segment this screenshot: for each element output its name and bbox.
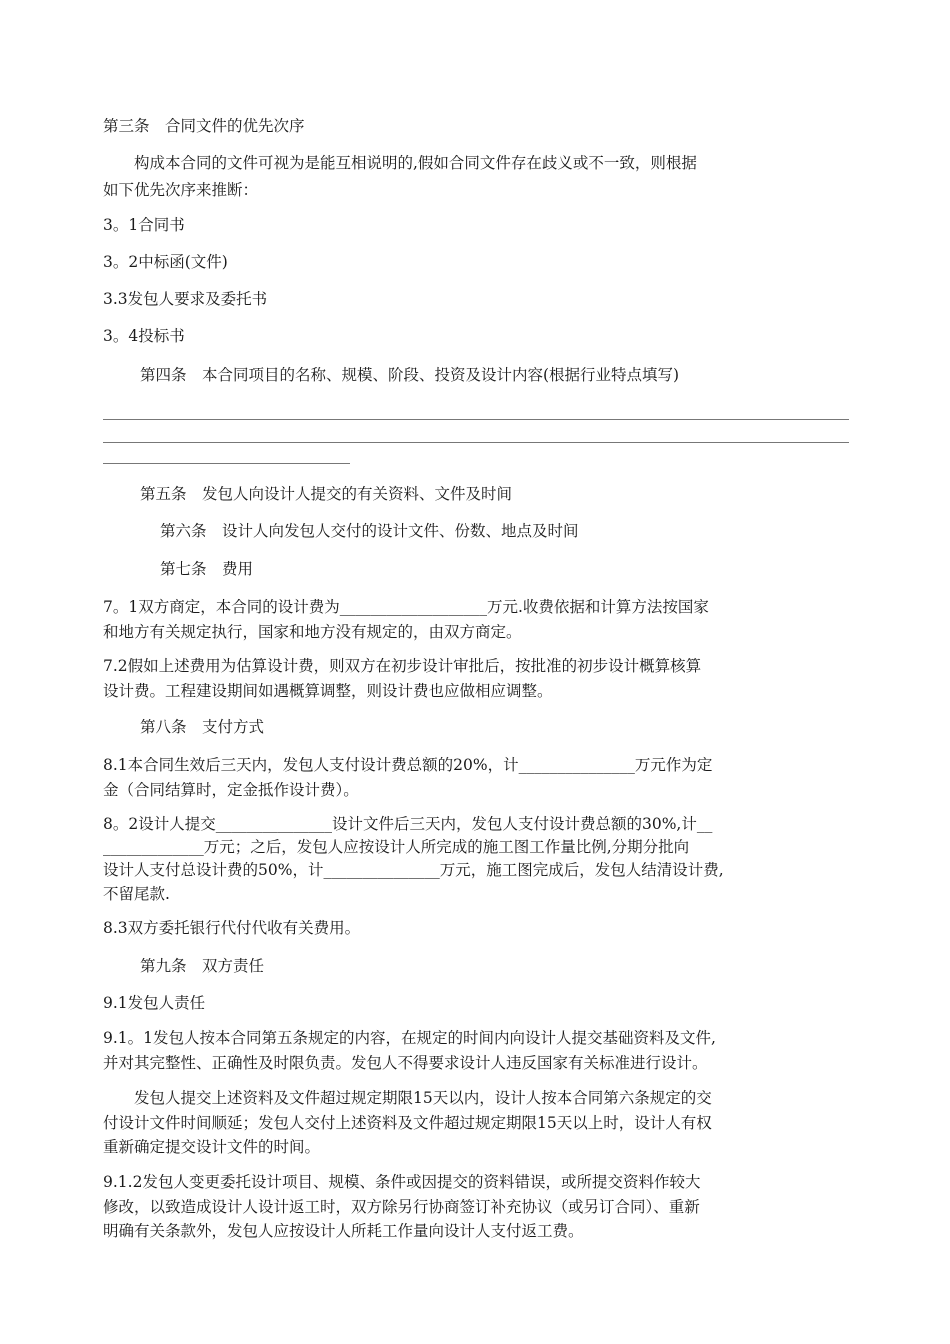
clause-7-2-line-2: 设计费。工程建设期间如遇概算调整，则设计费也应做相应调整。	[103, 682, 553, 700]
clause-8-2-line-2: _____________万元；之后，发包人应按设计人所完成的施工图工作量比例,分期分批向	[103, 838, 690, 856]
article-3-intro-line-2: 如下优先次序来推断：	[103, 181, 259, 199]
clause-7-1-line-2: 和地方有关规定执行，国家和地方没有规定的，由双方商定。	[103, 623, 522, 641]
clause-9-1: 9.1发包人责任	[103, 994, 206, 1012]
clause-7-1-line-1: 7。1双方商定，本合同的设计费为___________________万元.收费依据和计算方法按国家	[103, 598, 709, 616]
article-5-title: 第五条 发包人向设计人提交的有关资料、文件及时间	[140, 485, 513, 503]
clause-9-1-1-para2-line-1: 发包人提交上述资料及文件超过规定期限15天以内，设计人按本合同第六条规定的交	[103, 1089, 712, 1107]
clause-3-2: 3。2中标函(文件)	[103, 253, 228, 271]
clause-8-2-line-4: 不留尾款.	[103, 885, 170, 903]
clause-9-1-2-line-3: 明确有关条款外，发包人应按设计人所耗工作量向设计人支付返工费。	[103, 1222, 584, 1240]
article-4-title: 第四条 本合同项目的名称、规模、阶段、投资及设计内容(根据行业特点填写)	[140, 366, 680, 384]
clause-3-3: 3.3发包人要求及委托书	[103, 290, 268, 308]
article-6-title: 第六条 设计人向发包人交付的设计文件、份数、地点及时间	[160, 522, 579, 540]
clause-8-2-line-3: 设计人支付总设计费的50%，计_______________万元，施工图完成后，发包人结清设计费,	[103, 861, 724, 879]
clause-8-2-line-1: 8。2设计人提交_______________设计文件后三天内，发包人支付设计费总额的30%,计__	[103, 815, 713, 833]
clause-9-1-1-line-1: 9.1。1发包人按本合同第五条规定的内容，在规定的时间内向设计人提交基础资料及文件,	[103, 1029, 716, 1047]
clause-3-1: 3。1合同书	[103, 216, 185, 234]
clause-9-1-1-para2-line-2: 付设计文件时间顺延；发包人交付上述资料及文件超过规定期限15天以上时，设计人有权	[103, 1114, 712, 1132]
article-8-title: 第八条 支付方式	[140, 718, 265, 736]
clause-7-2-line-1: 7.2假如上述费用为估算设计费，则双方在初步设计审批后，按批准的初步设计概算核算	[103, 657, 702, 675]
article-3-title: 第三条 合同文件的优先次序	[103, 117, 305, 135]
article-7-title: 第七条 费用	[160, 560, 254, 578]
fill-in-line-3	[103, 463, 350, 464]
article-9-title: 第九条 双方责任	[140, 957, 265, 975]
clause-8-1-line-1: 8.1本合同生效后三天内，发包人支付设计费总额的20%，计_______________万元作为定	[103, 756, 713, 774]
fill-in-line-1	[103, 419, 849, 420]
clause-8-3: 8.3双方委托银行代付代收有关费用。	[103, 919, 361, 937]
fill-in-line-2	[103, 442, 849, 443]
clause-9-1-1-line-2: 并对其完整性、正确性及时限负责。发包人不得要求设计人违反国家有关标准进行设计。	[103, 1054, 708, 1072]
clause-9-1-2-line-2: 修改，以致造成设计人设计返工时，双方除另行协商签订补充协议（或另订合同）、重新	[103, 1198, 700, 1216]
article-3-intro-line-1: 构成本合同的文件可视为是能互相说明的,假如合同文件存在歧义或不一致，则根据	[103, 154, 697, 172]
clause-3-4: 3。4投标书	[103, 327, 185, 345]
clause-9-1-1-para2-line-3: 重新确定提交设计文件的时间。	[103, 1138, 321, 1156]
clause-8-1-line-2: 金（合同结算时，定金抵作设计费）。	[103, 781, 359, 799]
clause-9-1-2-line-1: 9.1.2发包人变更委托设计项目、规模、条件或因提交的资料错误，或所提交资料作较大	[103, 1173, 701, 1191]
